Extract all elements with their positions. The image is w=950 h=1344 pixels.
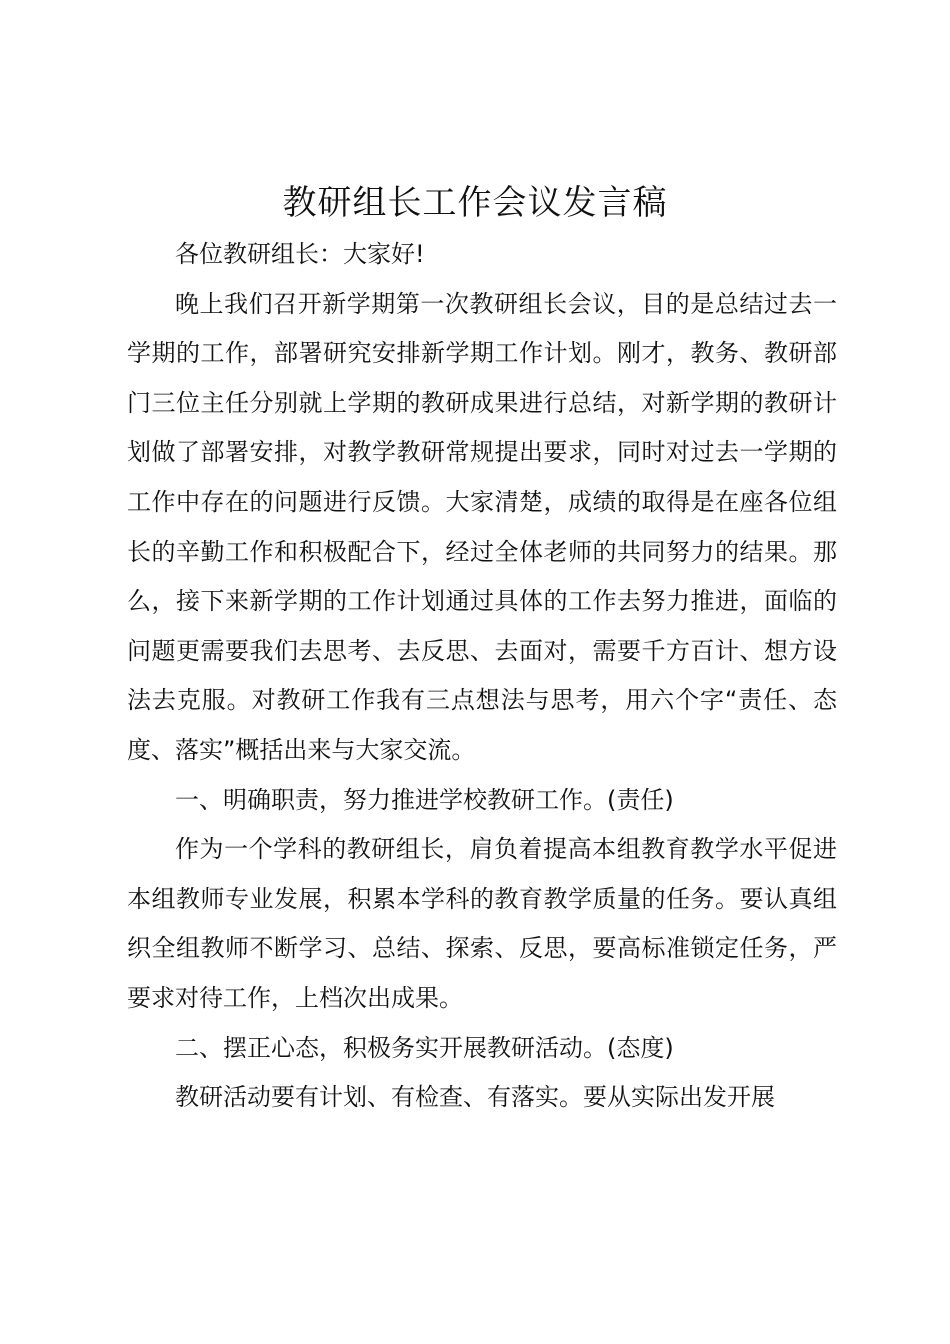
- section-paragraph-2: 教研活动要有计划、有检查、有落实。要从实际出发开展: [175, 1083, 775, 1112]
- section-heading-1: 一、明确职责，努力推进学校教研工作。(责任): [175, 785, 674, 814]
- section-heading-2: 二、摆正心态，积极务实开展教研活动。(态度): [175, 1033, 674, 1062]
- document-title: 教研组长工作会议发言稿: [282, 183, 668, 223]
- greeting-paragraph: 各位教研组长：大家好!: [175, 240, 425, 268]
- section-paragraph-1: 作为一个学科的教研组长，肩负着提高本组教育教学水平促进本组教师专业发展，积累本学科的教育教学质量的任务。要认真组织全组教师不断学习、总结、探索、反思，要高标准锁定任务，严要求对待工作，上档次出成果。: [127, 835, 837, 1012]
- intro-paragraph: 晚上我们召开新学期第一次教研组长会议，目的是总结过去一学期的工作，部署研究安排新学期工作计划。刚才，教务、教研部门三位主任分别就上学期的教研成果进行总结，对新学期的教研计划做了部署安排，对教学教研常规提出要求，同时对过去一学期的工作中存在的问题进行反馈。大家清楚，成绩的取得是在座各位组长的辛勤工作和积极配合下，经过全体老师的共同努力的结果。那么，接下来新学期的工作计划通过具体的工作去努力推进，面临的问题更需要我们去思考、去反思、去面对，需要千方百计、想方设法去克服。对教研工作我有三点想法与思考，用六个字“责任、态度、落实”概括出来与大家交流。: [127, 289, 837, 764]
- document-body: [127, 230, 837, 1123]
